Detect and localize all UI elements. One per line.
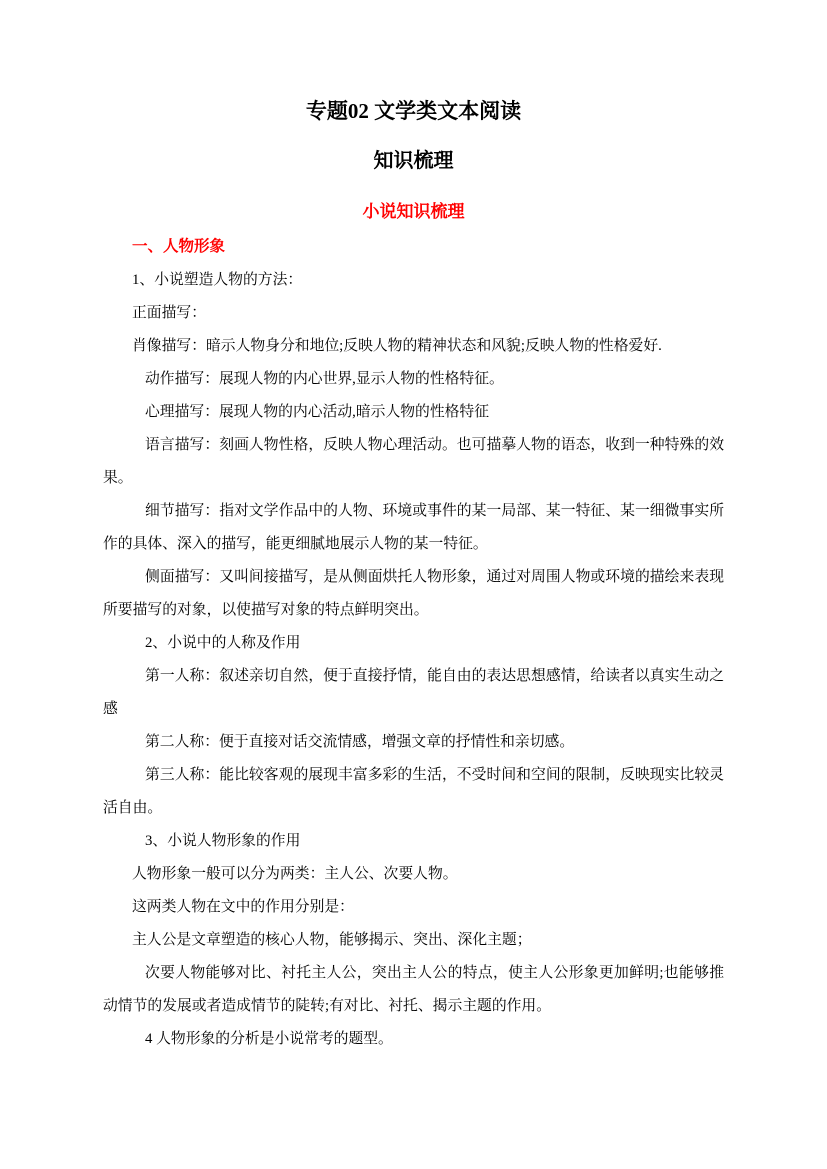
paragraph: 侧面描写：又叫间接描写，是从侧面烘托人物形象，通过对周围人物或环境的描绘来表现所要描写的对象，以使描写对象的特点鲜明突出。 (103, 569, 724, 618)
paragraph: 细节描写：指对文学作品中的人物、环境或事件的某一局部、某一特征、某一细微事实所作的具体、深入的描写，能更细腻地展示人物的某一特征。 (103, 503, 724, 552)
paragraph: 主人公是文章塑造的核心人物，能够揭示、突出、深化主题； (132, 932, 532, 948)
paragraph: 第一人称：叙述亲切自然，便于直接抒情，能自由的表达思想感情，给读者以真实生动之感 (103, 668, 724, 717)
section-heading: 小说知识梳理 (362, 202, 465, 221)
document-subtitle: 知识梳理 (373, 150, 454, 172)
paragraph: 第二人称：便于直接对话交流情感，增强文章的抒情性和亲切感。 (145, 734, 575, 750)
paragraph: 语言描写：刻画人物性格，反映人物心理活动。也可描摹人物的语态，收到一种特殊的效果。 (103, 437, 724, 486)
paragraph: 动作描写：展现人物的内心世界,显示人物的性格特征。 (145, 371, 504, 387)
document-title: 专题02 文学类文本阅读 (305, 99, 522, 123)
paragraph: 肖像描写：暗示人物身分和地位;反映人物的精神状态和风貌;反映人物的性格爱好. (132, 338, 662, 354)
paragraph: 次要人物能够对比、衬托主人公，突出主人公的特点，使主人公形象更加鲜明;也能够推动情节的发展或者造成情节的陡转;有对比、衬托、揭示主题的作用。 (103, 965, 724, 1014)
paragraph: 4 人物形象的分析是小说常考的题型。 (145, 1031, 393, 1047)
paragraph: 这两类人物在文中的作用分别是： (132, 899, 354, 915)
paragraph: 第三人称：能比较客观的展现丰富多彩的生活，不受时间和空间的限制，反映现实比较灵活自由。 (103, 767, 724, 816)
paragraph: 正面描写： (132, 305, 206, 321)
paragraph: 3、小说人物形象的作用 (145, 833, 301, 849)
document-body (103, 264, 724, 1056)
paragraph: 2、小说中的人称及作用 (145, 635, 301, 651)
paragraph: 人物形象一般可以分为两类：主人公、次要人物。 (132, 866, 458, 882)
paragraph: 心理描写：展现人物的内心活动,暗示人物的性格特征 (145, 404, 490, 420)
heading-character-image: 一、人物形象 (132, 238, 226, 255)
paragraph: 1、小说塑造人物的方法： (132, 272, 303, 288)
